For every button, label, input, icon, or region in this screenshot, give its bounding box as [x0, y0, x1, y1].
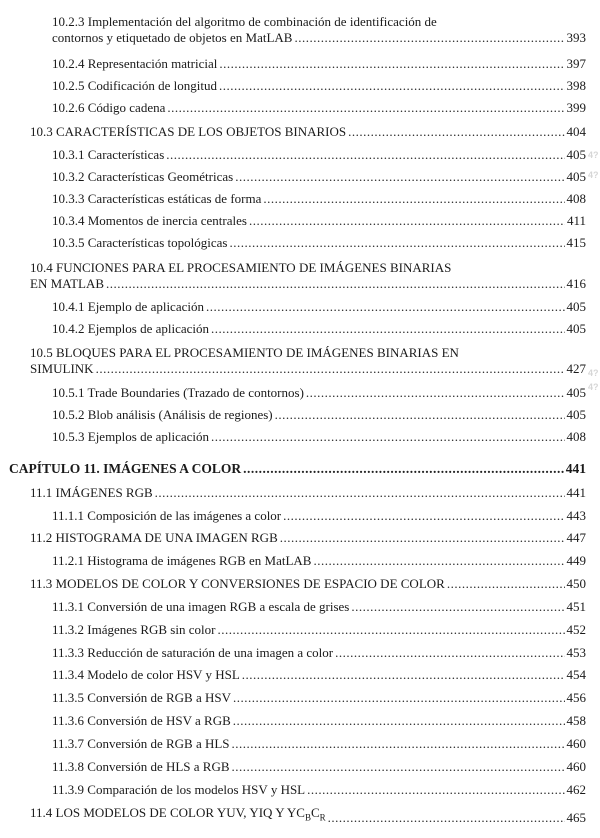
toc-page-number: 454	[566, 667, 586, 682]
toc-chapter-title: CAPÍTULO 11. IMÁGENES A COLOR	[9, 461, 242, 476]
toc-entry	[52, 191, 586, 207]
leader-dots	[294, 30, 564, 46]
toc-entry	[52, 599, 586, 615]
toc-entry-text: 10.3.5 Características topológicas	[52, 235, 228, 250]
leader-dots	[306, 385, 565, 401]
toc-entry	[30, 485, 586, 501]
leader-dots	[96, 361, 565, 377]
bleed-through-mark: 4?	[588, 368, 599, 378]
leader-dots	[233, 690, 565, 706]
leader-dots	[348, 124, 564, 140]
toc-page-number: 441	[565, 461, 586, 476]
toc-entry-text-line1: 10.5 BLOQUES PARA EL PROCESAMIENTO DE IMÁGENES BINARIAS EN	[30, 345, 459, 360]
leader-dots	[232, 759, 565, 775]
toc-entry-text: 10.2.6 Código cadena	[52, 100, 166, 115]
toc-entry-text: 11.3.7 Conversión de RGB a HLS	[52, 736, 230, 751]
toc-page-number: 411	[566, 213, 586, 228]
leader-dots	[211, 321, 564, 337]
toc-entry-text-line1: 10.4 FUNCIONES PARA EL PROCESAMIENTO DE IMÁGENES BINARIAS	[30, 260, 452, 275]
toc-entry-text: 11.3.4 Modelo de color HSV y HSL	[52, 667, 240, 682]
leader-dots	[106, 276, 564, 292]
toc-entry-text: 11.2.1 Histograma de imágenes RGB en MatLAB	[52, 553, 312, 568]
toc-page-number: 443	[566, 508, 586, 523]
toc-entry-text: 11.1 IMÁGENES RGB	[30, 485, 153, 500]
leader-dots	[263, 191, 564, 207]
toc-entry-text: 11.1.1 Composición de las imágenes a color	[52, 508, 282, 523]
leader-dots	[249, 213, 565, 229]
toc-entry	[52, 622, 586, 638]
toc-entry	[52, 299, 586, 315]
toc-page-number: 415	[566, 235, 586, 250]
toc-page-number: 441	[566, 485, 586, 500]
toc-entry-text: 10.5.3 Ejemplos de aplicación	[52, 429, 210, 444]
toc-entry-text: 10.3.2 Características Geométricas	[52, 169, 234, 184]
toc-entry-text: 11.3.9 Comparación de los modelos HSV y HSL	[52, 782, 306, 797]
leader-dots	[167, 100, 564, 116]
toc-page-number: 397	[566, 56, 586, 71]
leader-dots	[155, 485, 565, 501]
toc-entry	[30, 805, 586, 826]
toc-chapter-entry	[9, 461, 586, 477]
toc-page-number: 427	[566, 361, 586, 376]
toc-entry-text: 11.4 LOS MODELOS DE COLOR YUV, YIQ Y $YC_BC_R$	[30, 805, 326, 823]
leader-dots	[235, 169, 564, 185]
toc-page-number: 408	[566, 429, 586, 444]
toc-page-number: 465	[566, 809, 586, 825]
toc-entry	[52, 553, 586, 569]
toc-entry-text: 11.3 MODELOS DE COLOR Y CONVERSIONES DE ESPACIO DE COLOR	[30, 576, 445, 591]
toc-page-number: 462	[566, 782, 586, 797]
toc-entry	[52, 759, 586, 775]
bleed-through-mark: 4?	[588, 382, 599, 392]
bleed-through-mark: 4?	[588, 150, 599, 160]
toc-page-number: 460	[566, 736, 586, 751]
toc-entry-text: 11.3.8 Conversión de HLS a RGB	[52, 759, 230, 774]
bleed-through-mark: 4?	[588, 170, 599, 180]
toc-entry-text: 10.2.5 Codificación de longitud	[52, 78, 218, 93]
toc-page-number: 405	[566, 147, 586, 162]
toc-entry-text: 10.4.1 Ejemplo de aplicación	[52, 299, 204, 314]
toc-entry-text: 11.3.6 Conversión de HSV a RGB	[52, 713, 231, 728]
leader-dots	[219, 56, 564, 72]
toc-entry-text: 10.3.1 Características	[52, 147, 165, 162]
toc-page-number: 405	[566, 321, 586, 336]
toc-page-number: 452	[566, 622, 586, 637]
leader-dots	[307, 782, 564, 798]
toc-page-number: 404	[566, 124, 586, 139]
toc-entry	[52, 407, 586, 423]
toc-page-number: 456	[566, 690, 586, 705]
toc-entry-text: SIMULINK	[30, 361, 94, 376]
toc-entry-text: 11.3.3 Reducción de saturación de una imagen a color	[52, 645, 334, 660]
toc-entry-text: 10.4.2 Ejemplos de aplicación	[52, 321, 210, 336]
toc-page-number: 451	[566, 599, 586, 614]
leader-dots	[328, 810, 565, 826]
toc-entry-text: 11.3.1 Conversión de una imagen RGB a escala de grises	[52, 599, 350, 614]
toc-page-number: 393	[566, 30, 586, 45]
toc-entry	[52, 235, 586, 251]
toc-entry	[30, 576, 586, 592]
toc-page-number: 449	[566, 553, 586, 568]
leader-dots	[243, 461, 564, 477]
toc-entry	[52, 213, 586, 229]
toc-entry-text: contornos y etiquetado de objetos en MatLAB	[52, 30, 293, 45]
leader-dots	[211, 429, 564, 445]
toc-entry	[52, 56, 586, 72]
toc-page-number: 453	[566, 645, 586, 660]
toc-entry-text: 11.2 HISTOGRAMA DE UNA IMAGEN RGB	[30, 530, 278, 545]
leader-dots	[351, 599, 564, 615]
leader-dots	[275, 407, 565, 423]
toc-page-number: 405	[566, 407, 586, 422]
toc-page-number: 405	[566, 299, 586, 314]
toc-entry	[52, 78, 586, 94]
toc-page-number: 405	[566, 385, 586, 400]
toc-entry-text: 11.3.5 Conversión de RGB a HSV	[52, 690, 231, 705]
toc-entry	[30, 530, 586, 546]
toc-page-number: 398	[566, 78, 586, 93]
leader-dots	[447, 576, 565, 592]
toc-entry	[52, 429, 586, 445]
leader-dots	[313, 553, 564, 569]
toc-entry-text: EN MATLAB	[30, 276, 105, 291]
toc-page-number: 408	[566, 191, 586, 206]
toc-entry-text: 10.3 CARACTERÍSTICAS DE LOS OBJETOS BINARIOS	[30, 124, 347, 139]
toc-entry-text: 10.2.4 Representación matricial	[52, 56, 218, 71]
leader-dots	[219, 78, 564, 94]
toc-entry-text: 10.5.2 Blob análisis (Análisis de regiones)	[52, 407, 273, 422]
toc-entry	[52, 100, 586, 116]
toc-page-number: 405	[566, 169, 586, 184]
toc-entry	[30, 345, 586, 377]
toc-page-number: 399	[566, 100, 586, 115]
toc-entry	[52, 713, 586, 729]
toc-entry	[52, 782, 586, 798]
toc-page-number: 416	[566, 276, 586, 291]
toc-entry	[52, 385, 586, 401]
toc-entry	[52, 14, 586, 46]
toc-entry-text: 10.3.4 Momentos de inercia centrales	[52, 213, 247, 228]
toc-page-number: 450	[566, 576, 586, 591]
toc-page-number: 458	[566, 713, 586, 728]
leader-dots	[229, 235, 564, 251]
toc-entry	[52, 690, 586, 706]
leader-dots	[232, 736, 565, 752]
toc-entry	[52, 508, 586, 524]
leader-dots	[206, 299, 565, 315]
leader-dots	[242, 667, 565, 683]
toc-page-number: 460	[566, 759, 586, 774]
toc-page-number: 447	[566, 530, 586, 545]
toc-entry-text: 10.3.3 Características estáticas de forma	[52, 191, 262, 206]
toc-entry	[30, 124, 586, 140]
leader-dots	[217, 622, 564, 638]
leader-dots	[335, 645, 564, 661]
toc-entry	[30, 260, 586, 292]
toc-entry-text: 10.5.1 Trade Boundaries (Trazado de contornos)	[52, 385, 304, 400]
leader-dots	[233, 713, 565, 729]
leader-dots	[280, 530, 565, 546]
leader-dots	[166, 147, 564, 163]
toc-entry	[52, 147, 586, 163]
toc-entry-text: 11.3.2 Imágenes RGB sin color	[52, 622, 216, 637]
toc-entry	[52, 645, 586, 661]
toc-entry	[52, 736, 586, 752]
leader-dots	[283, 508, 564, 524]
toc-entry	[52, 169, 586, 185]
toc-entry	[52, 667, 586, 683]
toc-entry	[52, 321, 586, 337]
toc-entry-text-line1: 10.2.3 Implementación del algoritmo de combinación de identificación de	[52, 14, 437, 29]
